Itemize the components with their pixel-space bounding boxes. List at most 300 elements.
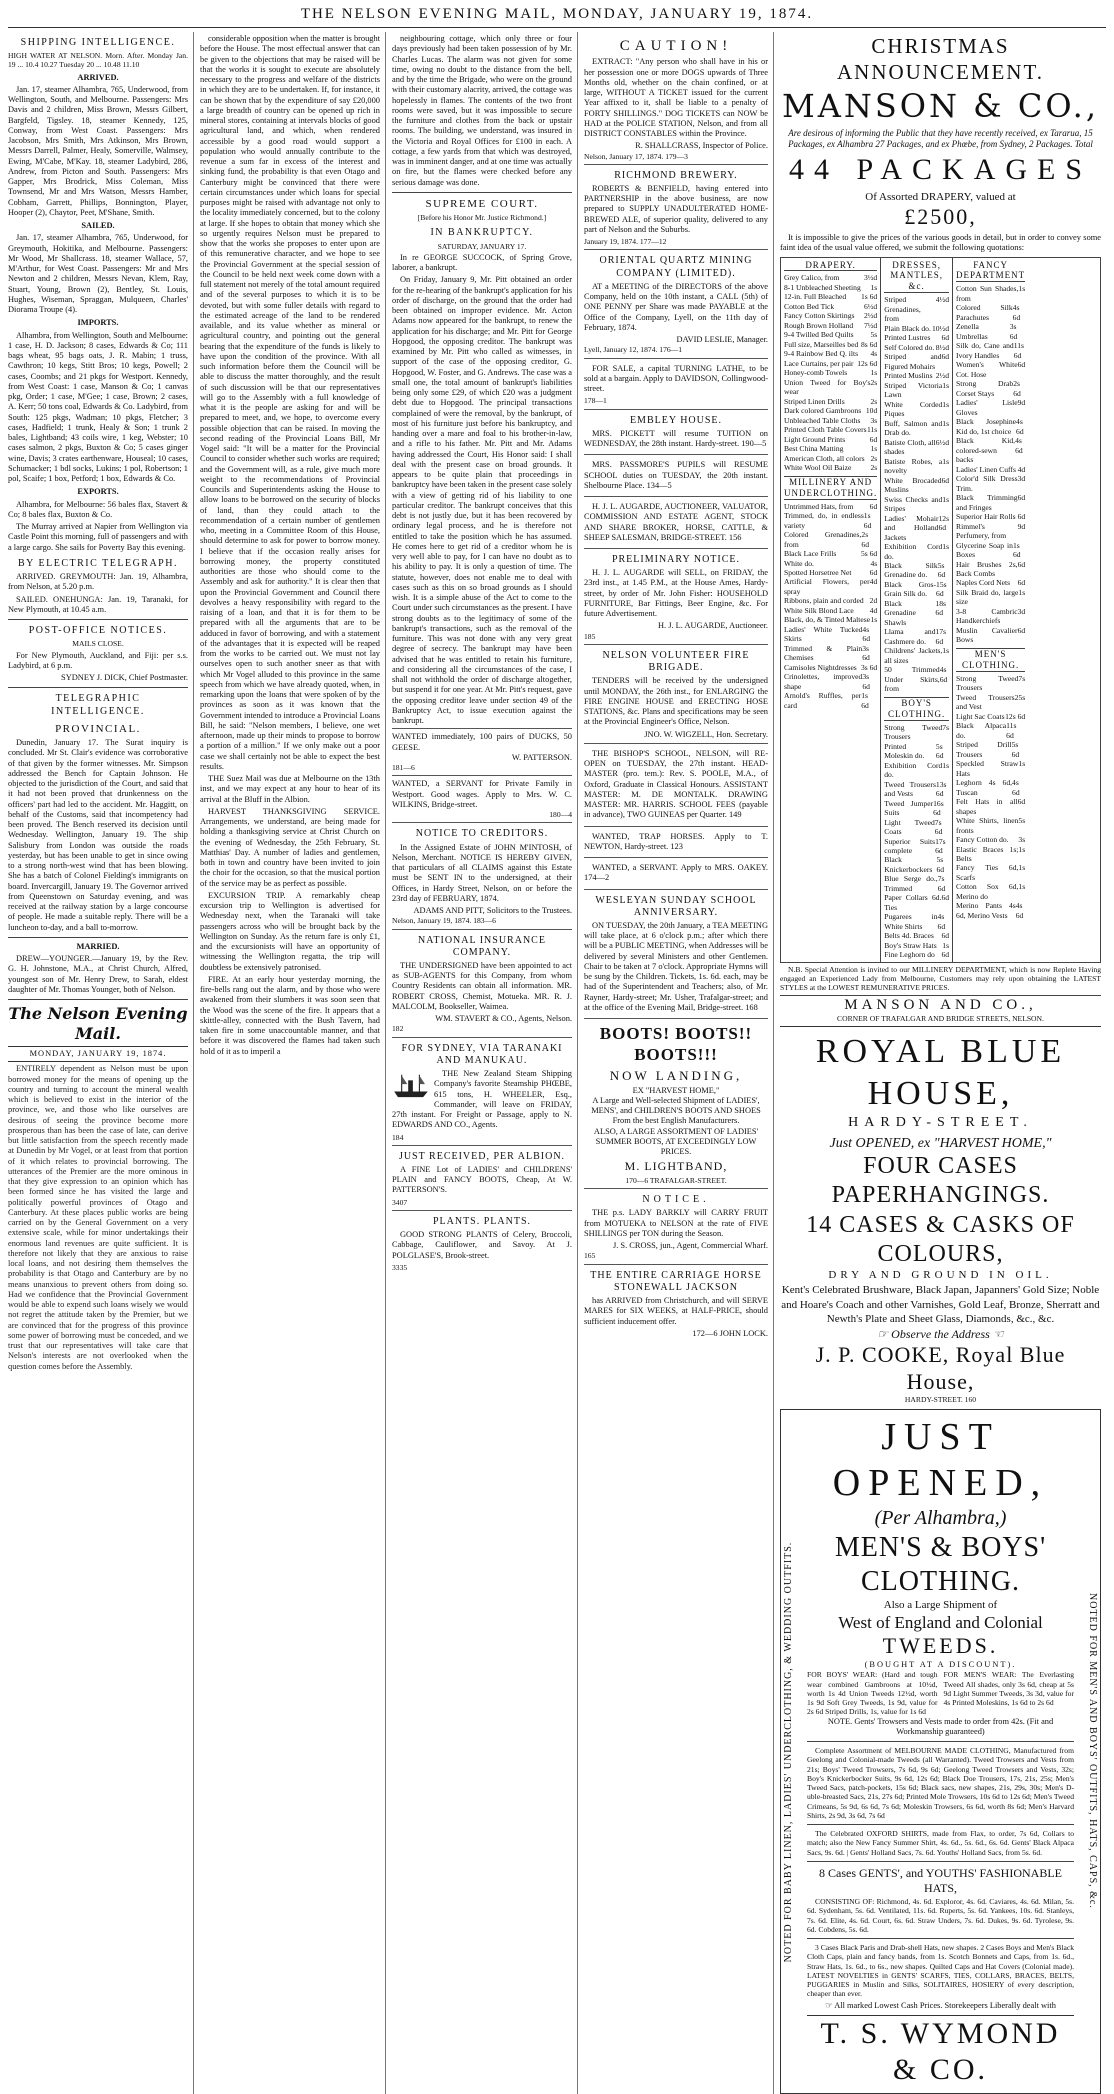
price-row — [956, 674, 1025, 693]
price-column — [881, 258, 953, 962]
price-row — [784, 292, 877, 301]
price-item: Lace Curtains, per pair — [784, 358, 854, 368]
bishops-school-text: THE BISHOP'S SCHOOL, NELSON, will RE-OPEN on TUESDAY, the 27th instant. HEAD-MASTER (pro. tem.): Rev. S. POOLE, M.A., of Oxford, Graduate in Classical Honours. ASSISTANT MASTER: M. DE MONTALK. DRAWING MASTER: MR. HARRIS. SCHOOL FEES (payable in advance), TWO GUINEAS per Quarter. 149 — [584, 748, 768, 820]
price-row — [784, 340, 877, 349]
ad-just-received — [392, 1145, 572, 1210]
price-value: 12s 6d — [857, 358, 878, 368]
telegraph-heading: BY ELECTRIC TELEGRAPH. — [18, 557, 178, 569]
price-row — [956, 693, 1025, 712]
price-row — [884, 438, 949, 457]
price-value: 4d — [869, 577, 878, 587]
price-row — [884, 381, 949, 400]
price-value: 6d — [941, 333, 950, 343]
price-row — [884, 400, 949, 419]
price-row — [784, 577, 877, 596]
price-value: 1s — [1018, 863, 1026, 873]
price-item: Black Trimming and Fringes — [956, 493, 1018, 512]
price-value: 6d — [941, 931, 950, 941]
price-row — [884, 950, 949, 959]
servant-oakey-text: WANTED, a SERVANT. Apply to MRS. OAKEY. 174—2 — [584, 863, 768, 883]
summer-boots-text: ALSO, A LARGE ASSORTMENT OF LADIES' SUMMER BOOTS, AT EXCEEDINGLY LOW PRICES. — [593, 1126, 759, 1157]
plants-number: 3335 — [392, 1262, 408, 1272]
lowest-prices — [807, 2001, 1074, 2011]
divider — [807, 1861, 1074, 1862]
sydney-heading: FOR SYDNEY, VIA TARANAKI AND MANUKAU. — [401, 1042, 563, 1066]
price-row — [784, 559, 877, 568]
divider — [807, 1824, 1074, 1825]
price-row — [956, 607, 1025, 626]
price-row — [884, 599, 949, 627]
price-item: Swiss Checks and Stripes — [884, 494, 943, 514]
caution-text: EXTRACT: "Any person who shall have in his or her possession one or more DOGS upwards of Three Months old, whether on the chain confined, or at large, WITHOUT A TICKET issued for the current Year affixed to it, shall be liable to a penalty of FORTY SHILLINGS." DOG TICKETS can NOW be HAD at the POLICE STATION, Nelson, and from all DISTRICT CONSTABLES within the Province. — [584, 57, 768, 139]
price-value: 15s 6d — [936, 579, 947, 599]
price-value: 17s 6d — [935, 836, 946, 855]
price-row — [784, 549, 877, 558]
price-value: 12s 6d — [1005, 711, 1026, 721]
price-item: Silk Braid do, large size — [956, 587, 1019, 607]
price-item: Printed Muslins — [884, 371, 933, 381]
price-row — [884, 646, 949, 665]
price-value: 4½d — [935, 295, 950, 305]
price-value: 1s — [942, 940, 950, 950]
price-row — [784, 672, 877, 691]
price-row — [884, 818, 949, 837]
price-row — [784, 606, 877, 615]
price-row — [884, 874, 949, 893]
price-row — [884, 324, 949, 333]
arrived-heading: ARRIVED. — [77, 72, 119, 82]
brushware-text: Kent's Celebrated Brushware, Black Japan, Japanners' Gold Size; Noble and Hoare's Coach and other Varnishes, Gold Leaf, Bronze, Sherratt and Newth's Plate and Sheet Glass, Diamonds, &c., &c. — [781, 1283, 1100, 1326]
price-value: 1s — [942, 399, 950, 409]
price-value: 13s 6d — [935, 779, 947, 799]
price-value: 5s 6d — [936, 855, 945, 874]
price-value: 3s 6d — [862, 643, 870, 663]
insurance-number: 182 — [392, 1024, 404, 1034]
imports-heading: IMPORTS. — [77, 318, 119, 328]
sailed-heading: SAILED. — [81, 221, 115, 231]
price-item: Ladies' Lisle Gloves — [956, 398, 1018, 417]
price-value: 2d — [869, 596, 878, 606]
notice-signature: J. S. CROSS, jun., Agent, Commercial Wharf. — [612, 1241, 768, 1251]
caution-date: Nelson, January 17, 1874. 179—3 — [584, 151, 688, 161]
received-text: A FINE Lot of LADIES' and CHILDRENS' PLAIN and FANCY BOOTS, Cheap, At W. PATTERSON'S. — [392, 1164, 572, 1195]
price-item: White Corded Piques — [884, 399, 943, 419]
price-row — [884, 723, 949, 742]
ad-trap-horses — [584, 826, 768, 858]
price-item: Trimmed, do, in endless variety — [784, 511, 864, 530]
quartz-heading: ORIENTAL QUARTZ MINING COMPANY (LIMITED). — [599, 255, 753, 279]
price-value: 5s 6d — [935, 741, 944, 761]
price-row — [784, 435, 877, 444]
price-value: 4d — [869, 605, 878, 615]
price-row — [884, 761, 949, 780]
price-value: 6d — [1017, 578, 1026, 588]
price-column-heading: DRESSES, MANTLES, &c. — [884, 260, 949, 294]
price-item: Grey Calico, from — [784, 273, 840, 283]
telegraph-arrived: ARRIVED. GREYMOUTH: Jan. 19, Alhambra, from Nelson, at 5.20 p.m. — [8, 572, 188, 592]
price-item: Color'd Silk Dress Trim. — [956, 474, 1018, 493]
price-item: Black Alpaca do. — [956, 721, 1007, 740]
price-row — [956, 816, 1025, 835]
price-value: 1s 6d — [863, 511, 872, 530]
lathe-number: 178—1 — [584, 396, 607, 406]
divider — [8, 619, 188, 620]
price-row — [784, 596, 877, 605]
price-row — [956, 863, 1025, 882]
price-row — [784, 444, 877, 453]
price-row — [784, 511, 877, 530]
supreme-court-heading: SUPREME COURT. — [425, 197, 539, 210]
price-value: 1s — [942, 380, 950, 390]
price-subheading: BOY'S CLOTHING. — [884, 697, 949, 721]
price-row — [784, 568, 877, 577]
price-value: 5s — [1018, 816, 1026, 826]
price-value: 6d — [869, 567, 878, 577]
fire-brigade-text: TENDERS will be received by the undersigned until MONDAY, the 26th inst., for ENLARGING the FIRE ENGINE HOUSE and ERECTING HOSE STATIONS, &c. Plans and specifications may be seen at the Provincial Engineer's Office, Nelson. — [584, 676, 768, 727]
divider — [8, 999, 188, 1000]
wear-columns — [807, 1670, 1074, 1716]
price-row — [884, 333, 949, 342]
price-value: 25s — [1014, 692, 1026, 702]
ad-servant-number: 180—4 — [549, 810, 572, 820]
price-item: Union Tweed for Boy's wear — [784, 377, 871, 397]
price-row — [884, 941, 949, 950]
just-opened-harvest: Just OPENED, ex "HARVEST HOME," — [829, 1136, 1052, 1152]
suez-mail-text: THE Suez Mail was due at Melbourne on the 13th inst, and we may expect at any hour to hear of its arrival at the Bluff in the Albion. — [200, 774, 380, 804]
price-item: Trimmed & Plain Chemises — [784, 643, 863, 663]
fire-continued: neighbouring cottage, which only three or four days previously had been taken possession of by Mr. Charles Lucas. The alarm was not given for some time, owing no doubt to the distance from the bell, and by the time the Brigade, who were on the ground with their customary alacrity, arrived, the cottage was hopelessly in flames. The contents of the two front rooms were saved, but it was impossible to secure the furniture and clothes from the back or upstair rooms. The building, we understand, was insured in the Victoria and Royal Offices for £100 in each. A cottage, a few yards from that which was destroyed, was in imminent danger, and at one time was actually on fire, but the flames were checked before any serious damage was done. — [392, 34, 572, 187]
price-value: 1s — [870, 615, 878, 625]
divider — [392, 192, 572, 193]
price-row — [784, 463, 877, 472]
price-item: Pugarees in White Shirts — [884, 912, 938, 931]
price-item: Exhibition Cord do. — [884, 760, 943, 780]
column-4 — [584, 32, 774, 2094]
price-value: 9d — [1017, 398, 1026, 408]
price-value: 6d — [1017, 493, 1026, 503]
price-value: 8s 6d — [860, 339, 878, 349]
ad-stonewall-jackson — [584, 1264, 768, 1342]
notice-text: THE p.s. LADY BARKLY will CARRY FRUIT from MOTUEKA to NELSON at the rate of FIVE SHILLINGS per TON during the Season. — [584, 1208, 768, 1238]
price-item: Tweed Trousers and Vest — [956, 692, 1015, 712]
price-value: 4s — [870, 349, 878, 359]
ad-ducks — [392, 728, 572, 775]
price-value: 2½d — [935, 371, 950, 381]
price-value: 1s — [870, 282, 878, 292]
augarde-text: H. J. L. AUGARDE, AUCTIONEER, VALUATOR, COMMISSION AND ESTATE AGENT, STOCK AND SHARE BROKER, HORSE, CATTLE, & SHEEP SALESMAN, BRIDGE-STREET. 156 — [584, 502, 768, 542]
prelim-signature: H. J. L. AUGARDE, Auctioneer. — [657, 621, 768, 631]
lathe-text: FOR SALE, a capital TURNING LATHE, to be sold at a bargain. Apply to DAVIDSON, Collingwood-street. — [584, 363, 768, 394]
price-value: 6d — [941, 352, 950, 362]
price-row — [784, 530, 877, 549]
price-value: 4s 6d — [937, 912, 946, 931]
ad-ducks-number: 181—6 — [392, 763, 415, 773]
price-value: 2s — [870, 396, 878, 406]
ad-creditors — [392, 822, 572, 928]
now-landing: NOW LANDING, — [609, 1067, 743, 1083]
boys-wear: FOR BOYS' WEAR: (Hard and tough wear combined Gambroons at 10½d, worth 1s 4d Union Tweeds 12½d, worth 1s 9d Soft Grey Tweeds, 1s 9d, value for 2s 6d Striped Drills, 1s, value for 1s 6d — [807, 1670, 938, 1717]
prelim-text: H. J. L. AUGARDE will SELL, on FRIDAY, the 23rd inst., at 1.45 P.M., at the House Ames, Hardy-street, by order of Mr. John Fisher: HOUSEHOLD FURNITURE, Bar Fittings, Beer Engine, &c. For future Advertisement. — [584, 568, 768, 619]
price-subheading: MILLINERY AND UNDERCLOTHING. — [784, 476, 878, 498]
price-item: Ladies' Linen Cuffs — [956, 464, 1016, 474]
price-row — [884, 514, 949, 542]
price-item: White Silk Blond Lace — [784, 605, 854, 615]
price-item: White Wool Oil Baize — [784, 463, 852, 473]
price-row — [784, 273, 877, 282]
price-value: 1s — [1018, 882, 1026, 892]
price-value: 3s 6d — [1009, 322, 1018, 341]
embley-heading: EMBLEY HOUSE. — [629, 414, 723, 426]
price-table — [780, 257, 1101, 963]
plants-text: GOOD STRONG PLANTS of Celery, Broccoli, Cabbage, Cauliflower, and Savoy. At J. POLGLASE'S, Brook-street. — [392, 1230, 572, 1260]
observe-text: Observe the Address — [891, 1327, 990, 1342]
price-item: Cotton Sun Shades, from — [956, 284, 1019, 303]
exports-heading: EXPORTS. — [77, 487, 119, 497]
quartz-date: Lyell, January 12, 1874. 176—1 — [584, 345, 683, 355]
christmas-announcement: CHRISTMAS ANNOUNCEMENT. — [836, 34, 1044, 84]
price-item: Batiste Robes, a novelty — [884, 456, 943, 476]
manson-footer: MANSON AND CO., — [780, 995, 1101, 1014]
price-item: Ribbons, plain and corded — [784, 596, 864, 606]
leader-article: ENTIRELY dependent as Nelson must be upon borrowed money for the means of opening up the country and turning to account the mineral wealth which is believed to exist in the interior of the province, we, and those who like ourselves are desirous of seeing the province become more prosperous than has been the case of late, can derive but little satisfaction from the speech recently made at Dunedin by Mr Vogel, or at least from that portion of it which relates to provincial borrowing. The utterances of the Premier are the more ominous in that they give expression to an opinion which has been formed since he has visited the large and politically powerful provinces of Otago and Canterbury. At these places public works are being carried on by the General Government on a very extensive scale, while for minor undertakings their enormous land revenues are quite sufficient. It is therefore not likely that they are anxious to raise local loans, and not desiring them themselves the probability is that Otago and Canterbury are by no means unanxious to prevent others from doing so. Had we confidence that the Provincial Government would be able to expend such loans wisely we would not regret the attitude taken by the Premier, but we are convinced that for the progress of this province some power of borrowing must be conceded, and we trust that our representatives will take care that Nelson's interests are not overlooked when the question comes before the Assembly. — [8, 1064, 188, 1371]
price-row — [956, 778, 1025, 797]
price-value: 1s — [1018, 587, 1026, 597]
price-row — [884, 542, 949, 561]
brewery-date: January 19, 1874. 177—12 — [584, 237, 667, 247]
creditors-text: In the Assigned Estate of JOHN M'INTOSH, of Nelson, Merchant. NOTICE IS HEREBY GIVEN, that particulars of all CLAIMS against this Estate must be SENT IN to the undersigned, at their Offices, in Hardy Street, Nelson, on or before the 23rd day of FEBRUARY, 1874. — [392, 842, 572, 903]
price-row — [884, 627, 949, 646]
passmore-text: MRS. PASSMORE'S PUPILS will RESUME SCHOOL duties on TUESDAY, the 20th instant. Shelbourne Place. 134—5 — [584, 460, 768, 490]
caution-heading: CAUTION! — [619, 38, 733, 54]
price-item: Self Colored do. — [884, 342, 935, 352]
wesleyan-text: ON TUESDAY, the 20th January, a TEA MEETING will take place, at 6 o'clock p.m.; after which there will be a PUBLIC MEETING, when Addresses will be delivered by several Ministers and other Gentlemen. Chair to be taken at 7 o'clock. Appropriate Hymns will be sung by the Children. Tickets, 1s. 6d. each, may be had of the Superintendent and Teachers; also, of Mr. Rayner, Hardy-street; Mr. Usher, Trafalgar-street; and at the office of the Evening Mail, Bridge-street. 168 — [584, 920, 768, 1012]
column-1 — [8, 32, 194, 2094]
price-value: 5s 6d — [1011, 740, 1020, 759]
ad-brewery — [584, 164, 768, 250]
price-row — [884, 495, 949, 514]
price-value: 3s 6d — [862, 672, 870, 691]
price-column-heading: DRAPERY. — [784, 260, 877, 272]
ad-insurance — [392, 929, 572, 1037]
wesleyan-heading: WESLEYAN SUNDAY SCHOOL ANNIVERSARY. — [595, 894, 757, 918]
price-value: 7s — [1018, 673, 1026, 683]
price-item: Camisoles Nightdresses — [784, 662, 857, 672]
price-item: Muslin Cavalier Bows — [956, 625, 1018, 645]
manson-intro: Are desirous of informing the Public that they have recently received, ex Tararua, 15 Packages, ex Alhambra 27 Packages, and ex Phœbe, from Sydney, 2 Packages. Total — [788, 128, 1093, 150]
ad-preliminary-notice — [584, 548, 768, 644]
shipping-heading: SHIPPING INTELLIGENCE. — [20, 37, 176, 48]
pointing-hand-icon: ☞ — [825, 2000, 835, 2010]
price-row — [784, 397, 877, 406]
price-value: 8½d — [935, 342, 950, 352]
price-item: Light Tweed Coats — [884, 817, 935, 837]
price-value: 1s — [942, 646, 950, 656]
price-item: White Shirts, linen fronts — [956, 816, 1019, 835]
price-value: 1s — [870, 368, 878, 378]
price-item: Strong Tweed Trousers — [956, 673, 1019, 693]
price-row — [784, 349, 877, 358]
price-value: 7s 6d — [937, 874, 946, 893]
price-item: Black, do, & Tinted Maltese — [784, 615, 871, 625]
royal-blue-house: ROYAL BLUE HOUSE, — [815, 1033, 1066, 1112]
embley-text: MRS. PICKETT will resume TUITION on WEDNESDAY, the 28th instant. Hardy-street. 190—5 — [584, 428, 768, 449]
supreme-court-subheading: [Before his Honor Mr. Justice Richmond.] — [417, 213, 547, 223]
pointing-hand-icon: ☞ — [877, 1327, 892, 1342]
price-column — [953, 258, 1028, 962]
price-value: 6d — [1017, 512, 1026, 522]
price-item: Arnold's Ruffles, per card — [784, 691, 862, 710]
price-item: Crinolettes, improved shape — [784, 672, 863, 691]
price-item: Light Sac Coats — [956, 711, 1005, 721]
price-row — [956, 626, 1025, 645]
price-item: Black Silk Grenadine do. — [884, 560, 938, 580]
price-row — [956, 721, 1025, 740]
price-value: 11s — [866, 425, 878, 435]
price-row — [956, 541, 1025, 560]
price-item: Glycerine Soap in Boxes — [956, 540, 1013, 560]
price-value: 1s 6d — [1012, 540, 1021, 560]
wymond-advert — [780, 1409, 1101, 2094]
price-row — [956, 588, 1025, 607]
price-value: 4s 6d — [939, 665, 948, 684]
price-item: Speckled Straw Hats — [956, 759, 1019, 778]
large-shipment: Also a Large Shipment of — [883, 1599, 998, 1612]
sydney-text: THE New Zealand Steam Shipping Company's favorite Steamship PHŒBE, 615 tons, H. WHEELER, Esq., Commander, will leave on FRIDAY, 27th instant. For Freight or Passage, apply to N. EDWARDS AND CO., Agents. — [392, 1069, 572, 1130]
price-row — [784, 691, 877, 710]
melbourne-clothing: Complete Assortment of MELBOURNE MADE CLOTHING, Manufactured from Geelong and Colonial-made Tweeds (all Warranted). Tweed Trowsers and Vests from 21s; Boys' Tweed Trowsers, 7s 6d, 9s 6d; Geelong Tweed Trowsers and Vests, 32s; Boy's Knickerbocker Suits, 9s 6d, 12s 6d; Black Doe Trousers, 17s, 21s, 25s; Men's Tweed Sacs, patch-pockets, 15s 6d; Black sacs, new shapes, 21s, 29s, 30s; Men's D-uble-breasted Sacs, 21s, 27s 6d; Printed Mole Trowsers, 10s 6d to 12s 6d; Men's Tweed Crimeans, 5s 9d, 6s 6d, 7s 6d; Moleskin Trowsers, 6s 6d, worth 8s 6d; Men's Harvard Shirts, 2s 9d, 3s 6d, 7s 6d — [807, 1746, 1074, 1820]
paper-dateline: MONDAY, JANUARY 19, 1874. — [8, 1046, 188, 1062]
fire-text: FIRE. At an early hour yesterday morning, the fire-bells rang out the alarm, and by those who were awakened from their slumbers it was soon seen that the Wood was the scene of the fire. It appears that a skittle-alley, connected with the Bush Tavern, had taken fire in some unaccountable manner, and that before it was discovered the flames had taken such hold of it as to imperil a — [200, 974, 380, 1056]
bankruptcy-date: SATURDAY, JANUARY 17. — [437, 241, 527, 251]
price-row — [956, 759, 1025, 778]
sydney-number: 184 — [392, 1132, 404, 1142]
price-row — [784, 378, 877, 397]
leader-continued: considerable opposition when the matter is brought before the House. The most effectual answer that can be given to the objections that may be raised will be that the works it is sought to execute are absolutely necessary to the progress and welfare of the districts in which they are to be undertaken. If, for instance, it can be shown that by the expenditure of say £20,000 a large breadth of country can be opened up rich in mineral stores, containing at intervals blocks of good agricultural land, and which, when rendered accessible by a good road would support a population who would annually contribute to the revenue a sum far in excess of the interest and sinking fund, the probability is that even Otago and Canterbury might be convinced that there were certain circumstances under which loans for special purposes might be raised with advantage not only to the locality immediately concerned, but to the colony at large. If she hopes to obtain that money which she so urgently requires Nelson must be prepared to show that the works she proposes to enter upon are of this remunerative character, and we hope to see the Provincial Government at the special session of the Council to be held next week come down with a full statement not merely of the total amount required and of the several purposes to which it is to be devoted, but with some fuller details with regard to the estimated acreage of the land to be rendered available, and its value whether as mineral or agricultural country, and pointing out the general bearing that the expenditure of the funds is likely to have upon the condition of the province. With all such information before them the Council will be able to discuss the matter thoroughly, and the result of such discussion will be that our representatives will go to the Assembly with a full knowledge of what it is the people are asking for and will be prepared to meet, and, we hope, to overcome every possible objection that can be raised. In moving the second reading of the Provincial Loans Bill, Mr Vogel said: "It will be a matter for the Provincial Council to consider whether such works are required; and the Government will, as a rule, give much more weight to the recommendations of Provincial Councils and Superintendents asking the House to allow loans to be borrowed on the security of blocks of land, than they could attach to the recommendation of a certain number of gentlemen who, meeting in a Committee Room of this House, should determine to ask for power to borrow money. I believe that if the occasion really arises for borrowing money, the property constituted authorities are those who should come to the Assembly and ask for authority." It is clear then that upon the Provincial Government and Council there devolves a heavy responsibility with regard to the raising of a loan, and that it is for them to be prepared with all the arguments that are to be adduced in favor of borrowing, and with a statement of the advantages that it is expected will be reaped from the works to be carried out. We must not lay ourselves open to such another sneer as that with which Mr Vogel alluded to this province in the same speech from which we have already quoted, when, in remarking upon the loans that were spoken of by the provinces as soon as it was known that the Government intended to introduce a Provincial Loans Bill, he said: "Nelson members, I believe, one wet afternoon, made up their minds to propose to borrow a portion of a million." If we only make out a poor case we shall certainly not be able to expect the best results. — [200, 34, 381, 771]
stonewall-signature: 172—6 JOHN LOCK. — [692, 1328, 768, 1338]
price-value: 3d — [1017, 606, 1026, 616]
price-item: 50 Trimmed Under Skirts, from — [884, 665, 940, 694]
price-value: 1s — [942, 542, 950, 552]
price-item: Leghorn 4s 6d, Tuscan — [956, 778, 1013, 797]
price-item: Exhibition Cord do. — [884, 542, 943, 561]
price-item: Fancy Ties 6d, Scarfs — [956, 863, 1019, 882]
lightband-address: 170—6 TRAFALGAR-STREET. — [625, 1175, 727, 1185]
price-value: 6d — [1017, 559, 1026, 569]
price-row — [784, 502, 877, 511]
ad-bishops-school — [584, 743, 768, 826]
price-item: Ladies' White Tucked Skirts — [784, 624, 863, 644]
fire-brigade-heading: NELSON VOLUNTEER FIRE BRIGADE. — [602, 649, 750, 674]
exports-text: Alhambra, for Melbourne: 56 bales flax, Stavert & Co; 8 bales flax, Buxton & Co. — [8, 499, 188, 519]
creditors-signature: ADAMS AND PITT, Solicitors to the Trustees. — [413, 906, 572, 916]
price-item: Light Ground Prints — [784, 434, 846, 444]
notice-heading: NOTICE. — [642, 1194, 710, 1206]
cooke-name: J. P. COOKE, Royal Blue House, — [815, 1341, 1066, 1394]
quartz-signature: DAVID LESLIE, Manager. — [676, 335, 768, 345]
price-item: Striped Victoria Lawn — [884, 380, 943, 400]
price-value: 1s — [1018, 759, 1026, 769]
price-value: 6d — [869, 501, 878, 511]
value-pounds: £2500, — [904, 204, 977, 230]
ad-sydney-steamer — [392, 1037, 572, 1145]
paperhangings: FOUR CASES PAPERHANGINGS. — [831, 1153, 1050, 1209]
steamship-icon — [392, 1071, 430, 1099]
price-item: Printed Moleskin do. — [884, 741, 925, 761]
price-value: 6d — [1017, 360, 1026, 370]
price-row — [956, 560, 1025, 579]
high-water-table: HIGH WATER AT NELSON. Morn. After. Monday Jan. 19 ... 10.4 10.27 Tuesday 20 ... 10.48 11.10 — [8, 51, 188, 70]
price-value: 7½d — [863, 320, 878, 330]
price-value: 1s — [1018, 844, 1026, 854]
price-item: Zenella Umbrellas — [956, 322, 988, 341]
stonewall-heading: THE ENTIRE CARRIAGE HORSE STONEWALL JACKSON — [590, 1269, 762, 1293]
murray-text: The Murray arrived at Napier from Wellington via Castle Point this morning, full of passengers and with a large cargo. She sails for Poverty Bay this evening. — [8, 522, 188, 552]
price-item: 12-in. Full Bleached — [784, 292, 847, 302]
price-row — [884, 457, 949, 476]
price-value: 7s — [942, 722, 950, 732]
price-item: Paper Collars 6d. Ties — [884, 893, 942, 912]
price-row — [784, 302, 877, 311]
price-row — [956, 417, 1025, 436]
price-item: Black Gros-Grain Silk do. — [884, 579, 937, 599]
price-item: Blue Serge do., Trimmed — [884, 874, 938, 893]
arrived-text: Jan. 17, steamer Alhambra, 765, Underwood, from Wellington, South, and Melbourne. Passengers: Mrs Davis and 2 children, Miss Brown, Messrs Gilbert, Bargfeld, Tigsley. 18, steamer Kennedy, 125, Conway, from West Coast. Passengers: Mrs Jacobson, Mrs Smith, Mrs Atkinson, Mrs Brown, Messrs Darrell, Palmer, Healy, Somerville, Walmsey, Ewing, M'Cabe, M'Kay. 18, steamer Ladybird, 286, Andrew, from Picton and South. Passengers: Mrs Gapper, Mrs Brodrick, Miss Coleman, Miss Townsend, Mr and Mrs Watson, Messrs Hamber, Cobham, Garrett, Phillips, Bonnington, Player, Hooper (2), Chaytor, Peet, M'Shane, Smith. — [8, 84, 188, 217]
price-item: American Cloth, all colors — [784, 453, 865, 463]
price-item: Artificial Flowers, per spray — [784, 577, 870, 596]
price-item: Childrens' Jackets, all sizes — [884, 646, 943, 665]
price-value: 6½d — [935, 437, 950, 447]
price-row — [884, 837, 949, 856]
price-value: 10d — [865, 406, 878, 416]
price-value: 1s 6d — [861, 691, 869, 710]
price-item: Black Knickerbockers — [884, 855, 933, 874]
price-row — [884, 931, 949, 940]
price-value: 2s — [870, 463, 878, 473]
telegraphic-heading: TELEGRAPHIC INTELLIGENCE. — [51, 693, 145, 717]
price-value: 4s 6d — [1012, 303, 1021, 322]
price-value: 2s 6d — [1013, 379, 1021, 398]
west-of-england: West of England and Colonial — [838, 1612, 1043, 1632]
price-row — [784, 359, 877, 368]
price-item: Black Lace Frills — [784, 549, 837, 559]
price-value: 6d — [941, 950, 950, 960]
fire-brigade-signature: JNO. W. WIGZELL, Hon. Secretary. — [644, 729, 768, 739]
price-value: 3s — [1018, 835, 1026, 845]
column-5-adverts — [780, 32, 1106, 2094]
divider — [807, 1938, 1074, 1939]
price-value: 4s 6d — [862, 624, 870, 644]
price-row — [884, 352, 949, 371]
landing-text: A Large and Well-selected Shipment of LADIES', MENS', and CHILDREN'S BOOTS AND SHOES From the best English Manufacturers. — [591, 1095, 761, 1126]
price-row — [884, 893, 949, 912]
price-row — [884, 476, 949, 495]
price-item: Boy's Straw Hats — [884, 940, 937, 950]
price-item: Cotton Sox 6d, Merino do — [956, 882, 1019, 901]
price-row — [784, 321, 877, 330]
price-value: 4s 6d — [1016, 417, 1024, 436]
price-row — [884, 561, 949, 580]
price-value: 4s 6d — [1015, 436, 1023, 455]
price-row — [884, 912, 949, 931]
royal-blue-house-ad — [780, 1026, 1101, 1405]
price-row — [784, 330, 877, 339]
telegraph-sailed: SAILED. ONEHUNGA: Jan. 19, Taranaki, for New Plymouth, at 10.45 a.m. — [8, 594, 188, 614]
bankruptcy-case: In re GEORGE SUCCOCK, of Spring Grove, laborer, a bankrupt. — [392, 252, 572, 273]
price-value: 4d — [1017, 464, 1026, 474]
price-item: Felt Hats in all shapes — [956, 797, 1018, 816]
price-item: Fancy Cotton Skirtings — [784, 311, 855, 321]
excursion-trip-text: EXCURSION TRIP. A remarkably cheap excursion trip to Wellington is advertised for Wednesday next, when the Taranaki will take passengers across who will be brought back by the Wellington on Sunday. As the return fare is only £1, and the excursionists will have an opportunity of witnessing the Wellington regatta, the trip will doubtless be extensively patronised. — [200, 890, 380, 972]
